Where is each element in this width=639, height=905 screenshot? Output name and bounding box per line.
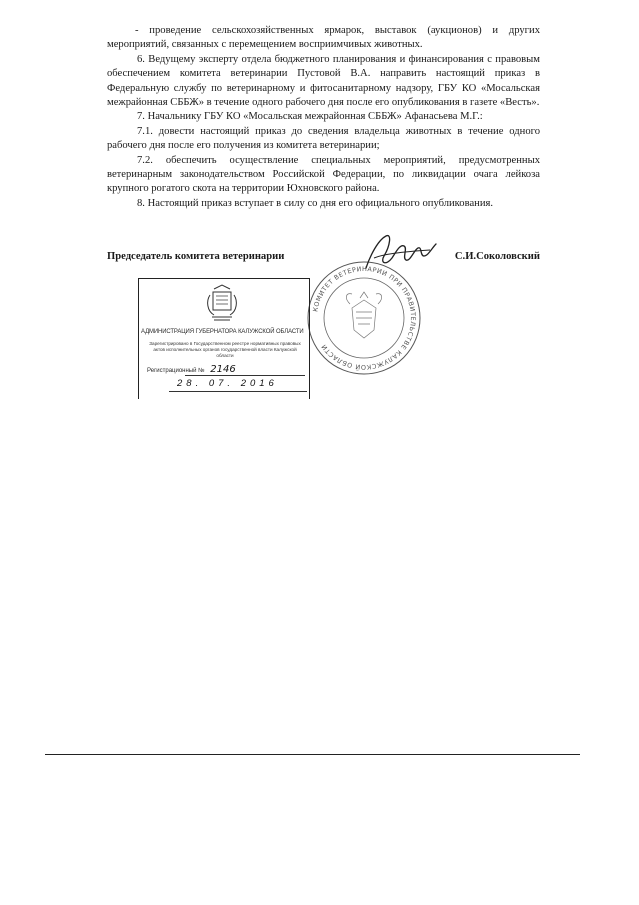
coat-of-arms-icon [204,283,240,323]
stamp-date: 28. 07. 2016 [177,378,278,389]
paragraph-item-7-2: 7.2. обеспечить осуществление специальных мероприятий, предусмотренных ветеринарным законодательством Российской Федерации, по ликвидации очага лейкоза крупного рогатого скота на территории Юхновского района. [107,154,540,195]
paragraph-item-8: 8. Настоящий приказ вступает в силу со дня его официального опубликования. [137,197,494,209]
stamp-registration-note: Зарегистрировано в Государственном реестре нормативных правовых актов исполнительных органов государственной власти Калужской области [149,341,301,358]
signatory-title: Председатель комитета ветеринарии [107,251,285,262]
paragraph-item-7: 7. Начальнику ГБУ КО «Мосальская межрайонная СББЖ» Афанасьева М.Г.: [137,111,483,123]
stamp-registration-line [147,364,307,375]
signatory-name: С.И.Соколовский [454,251,540,262]
seal-emblem-icon [346,292,381,338]
stamp-organization: АДМИНИСТРАЦИЯ ГУБЕРНАТОРА КАЛУЖСКОЙ ОБЛАСТИ [141,328,304,335]
seal-ring-text: КОМИТЕТ ВЕТЕРИНАРИИ ПРИ ПРАВИТЕЛЬСТВЕ КАЛУЖСКОЙ ОБЛАСТИ [311,264,418,372]
stamp-divider [185,375,305,376]
paragraph-item-7-1: 7.1. довести настоящий приказ до сведения владельца животных в течение одного рабочего дня после его получения из комитета ветеринарии; [107,125,540,152]
stamp-registration-number: 2146 [210,364,236,375]
paragraph-item-6: 6. Ведущему эксперту отдела бюджетного планирования и финансирования с правовым обеспечением комитета ветеринарии Пустовой В.А. направить настоящий приказ в Федеральную службу по ветеринарному и фитосанитарному надзору, ГБУ КО «Мосальская межрайонная СББЖ» в течение одного рабочего дня после его опубликования в газете «Весть». [107,53,540,109]
stamp-divider [169,391,307,392]
document-body [107,24,540,211]
svg-text:КОМИТЕТ ВЕТЕРИНАРИИ ПРИ ПРАВИТ [311,265,417,372]
handwritten-signature [360,228,440,278]
registration-stamp [138,278,310,399]
paragraph-list-item: - проведение сельскохозяйственных ярмарок, выставок (аукционов) и других мероприятий, связанных с перемещением восприимчивых животных. [107,25,540,51]
stamp-registration-label: Регистрационный № [147,368,205,374]
footer-divider [45,754,580,755]
